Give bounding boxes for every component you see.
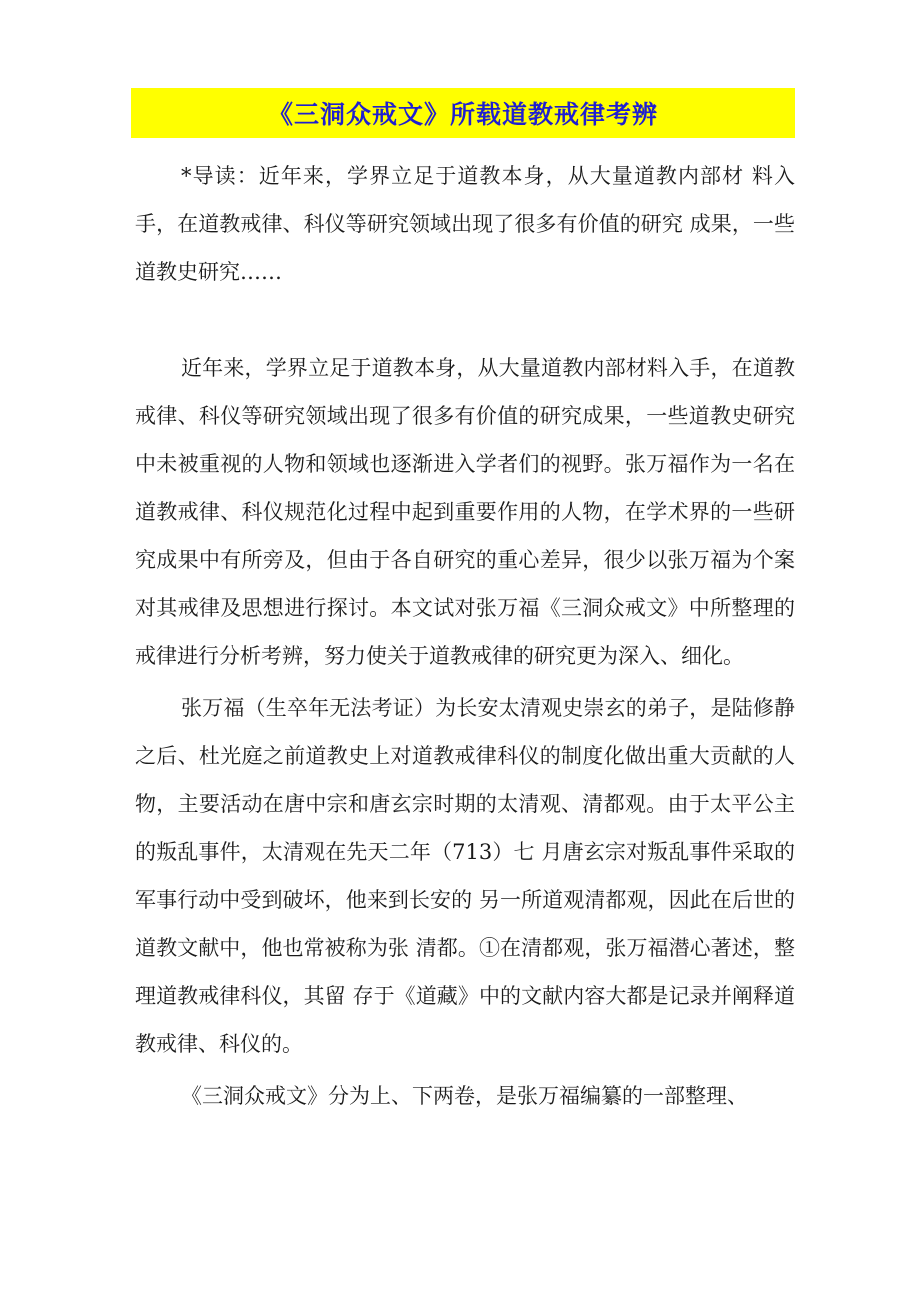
body-paragraph-3: 《三洞众戒文》分为上、下两卷，是张万福编纂的一部整理、: [181, 1084, 748, 1108]
body-paragraph-1: 近年来，学界立足于道教本身，从大量道教内部材料入手，在道教戒律、科仪等研究领域出现了很多有价值的研究成果，一些道教史研究中未被重视的人物和领域也逐渐进入学者们的视野。张万福作为一名在道教戒律、科仪规范化过程中起到重要作用的人物，在学术界的一些研究成果中有所旁及，但由于各自研究的重心差异，很少以张万福为个案对其戒律及思想进行探讨。本文试对张万福《三洞众戒文》中所整理的戒律进行分析考辨，努力使关于道教戒律的研究更为深入、细化。: [135, 356, 795, 668]
body-paragraph-2: 张万福（生卒年无法考证）为长安太清观史崇玄的弟子，是陆修静之后、杜光庭之前道教史上对道教戒律科仪的制度化做出重大贡献的人物，主要活动在唐中宗和唐玄宗时期的太清观、清都观。由于太平公主的叛乱事件，太清观在先天二年（713）七 月唐玄宗对叛乱事件采取的军事行动中受到破坏，他来到长安的 另一所道观清都观，因此在后世的道教文献中，他也常被称为张 清都。①在清都观，张万福潜心著述，整理道教戒律科仪，其留 存于《道藏》中的文献内容大都是记录并阐释道教戒律、科仪的。: [135, 696, 795, 1056]
document-body: [135, 152, 795, 1120]
title-banner: [131, 88, 795, 138]
document-title: 《三洞众戒文》所载道教戒律考辨: [267, 100, 658, 129]
summary-paragraph: *导读：近年来，学界立足于道教本身，从大量道教内部材 料入手，在道教戒律、科仪等研究领域出现了很多有价值的研究 成果，一些道教史研究……: [135, 164, 795, 284]
